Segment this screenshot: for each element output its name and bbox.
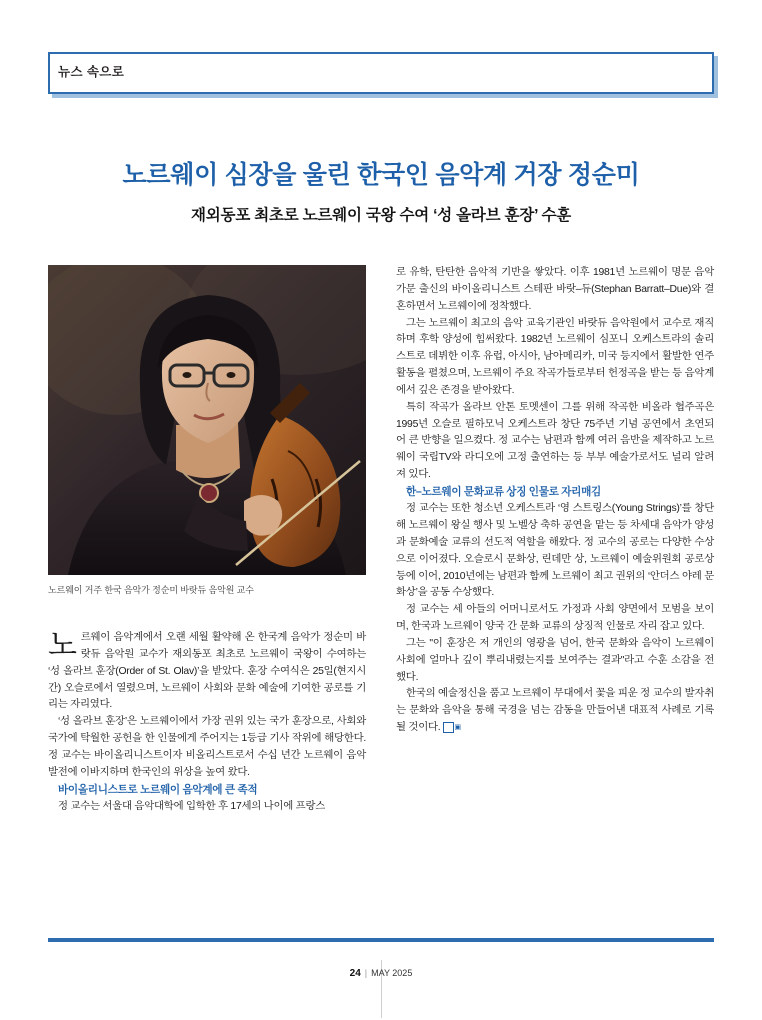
page-subtitle: 재외동포 최초로 노르웨이 국왕 수여 ‘성 올라브 훈장’ 수훈 (191, 207, 571, 224)
section-heading-1: 바이올리니스트로 노르웨이 음악계에 큰 족적 (58, 783, 258, 796)
lead-paragraph (48, 630, 366, 714)
left-column (48, 630, 366, 816)
paragraph-1: 르웨이 음악계에서 오랜 세월 활약해 온 한국계 음악가 정순미 바랏듀 음악원 교수가 재외동포 최초로 노르웨이 국왕이 수여하는 ‘성 올라브 훈장(Order of St. Olav)’을 받았다. 훈장 수여식은 25일(현지시간) 오슬로에서 열렸으며, 노르웨이 사회와 문화 예술에 기여한 공로를 기리는 자리였다. (48, 632, 366, 711)
paragraph-3: 정 교수는 서울대 음악대학에 입학한 후 17세의 나이에 프랑스 (58, 800, 326, 812)
section-label: 뉴스 속으로 (58, 65, 125, 79)
section-heading-2: 한–노르웨이 문화교류 상징 인물로 자리매김 (406, 485, 601, 498)
page-title: 노르웨이 심장을 울린 한국인 음악계 거장 정순미 (122, 161, 640, 189)
header-band (48, 52, 714, 94)
paragraph-10 (396, 686, 714, 737)
issue-date: MAY 2025 (371, 968, 413, 978)
paragraph-5: 그는 노르웨이 최고의 음악 교육기관인 바랏듀 음악원에서 교수로 재직하며 후학 양성에 힘써왔다. 1982년 노르웨이 심포니 오케스트라의 솔리스트로 데뷔한 이후 유럽, 아시아, 남아메리카, 미국 등지에서 활발한 연주 활동을 펼쳤으며, 노르웨이 주요 작곡가들로부터 헌정곡을 받는 등 음악계에서 깊은 존경을 받아왔다. (396, 317, 714, 396)
article-photo (48, 265, 366, 575)
end-mark-icon: ▣ (443, 722, 454, 733)
paragraph-7: 정 교수는 또한 청소년 오케스트라 ‘영 스트링스(Young Strings)’를 창단해 노르웨이 왕실 행사 및 노벨상 축하 공연을 맡는 등 차세대 음악가 양성과 문화예술 교류의 선도적 역할을 해왔다. 정 교수의 공로는 다양한 수상으로 이어졌다. 오슬로시 문화상, 린데만 상, 노르웨이 예술위원회 공로상 등에 이어, 2010년에는 남편과 함께 노르웨이 최고 권위의 ‘안더스 야레 문화상’을 공동 수상했다. (396, 503, 714, 599)
paragraph-6: 특히 작곡가 올라브 안톤 토멧센이 그를 위해 작곡한 비올라 협주곡은 1995년 오슬로 필하모닉 오케스트라 창단 75주년 기념 공연에서 초연되어 큰 반향을 일으켰다. 정 교수는 남편과 함께 여러 음반을 제작하고 노르웨이 국립TV와 라디오에 고정 출연하는 등 부부 예술가로서도 널리 알려져 있다. (396, 401, 714, 481)
paragraph-4: 로 유학, 탄탄한 음악적 기반을 쌓았다. 이후 1981년 노르웨이 명문 음악 가문 출신의 바이올리니스트 스테판 바랏–듀(Stephan Barratt–Due)와 결혼하면서 노르웨이에 정착했다. (396, 267, 714, 312)
footer-rule (48, 938, 714, 942)
footer (0, 968, 762, 979)
paragraph-10-text: 한국의 예술정신을 품고 노르웨이 무대에서 꽃을 피운 정 교수의 발자취는 문화와 음악을 통해 국경을 넘는 감동을 만들어낸 대표적 사례로 기록될 것이다. (396, 688, 714, 734)
violinist-portrait-image (48, 265, 366, 575)
page-number: 24 (349, 968, 361, 979)
paragraph-2: ‘성 올라브 훈장’은 노르웨이에서 가장 권위 있는 국가 훈장으로, 사회와 국가에 탁월한 공헌을 한 인물에게 주어지는 1등급 기사 작위에 해당한다. 정 교수는 바이올리니스트이자 비올리스트로서 수십 년간 노르웨이 음악 발전에 이바지하며 한국인의 위상을 높여 왔다. (48, 716, 366, 778)
paragraph-9: 그는 "이 훈장은 저 개인의 영광을 넘어, 한국 문화와 음악이 노르웨이 사회에 얼마나 깊이 뿌리내렸는지를 보여주는 결과"라고 수훈 소감을 전했다. (396, 637, 714, 683)
right-column (396, 265, 714, 737)
photo-caption: 노르웨이 거주 한국 음악가 정순미 바랏듀 음악원 교수 (48, 585, 254, 595)
paragraph-8: 정 교수는 세 아들의 어머니로서도 가정과 사회 양면에서 모범을 보이며, 한국과 노르웨이 양국 간 문화 교류의 상징적 인물로 자리 잡고 있다. (396, 604, 714, 633)
footer-separator: | (364, 968, 368, 978)
drop-cap: 노 (48, 629, 77, 662)
